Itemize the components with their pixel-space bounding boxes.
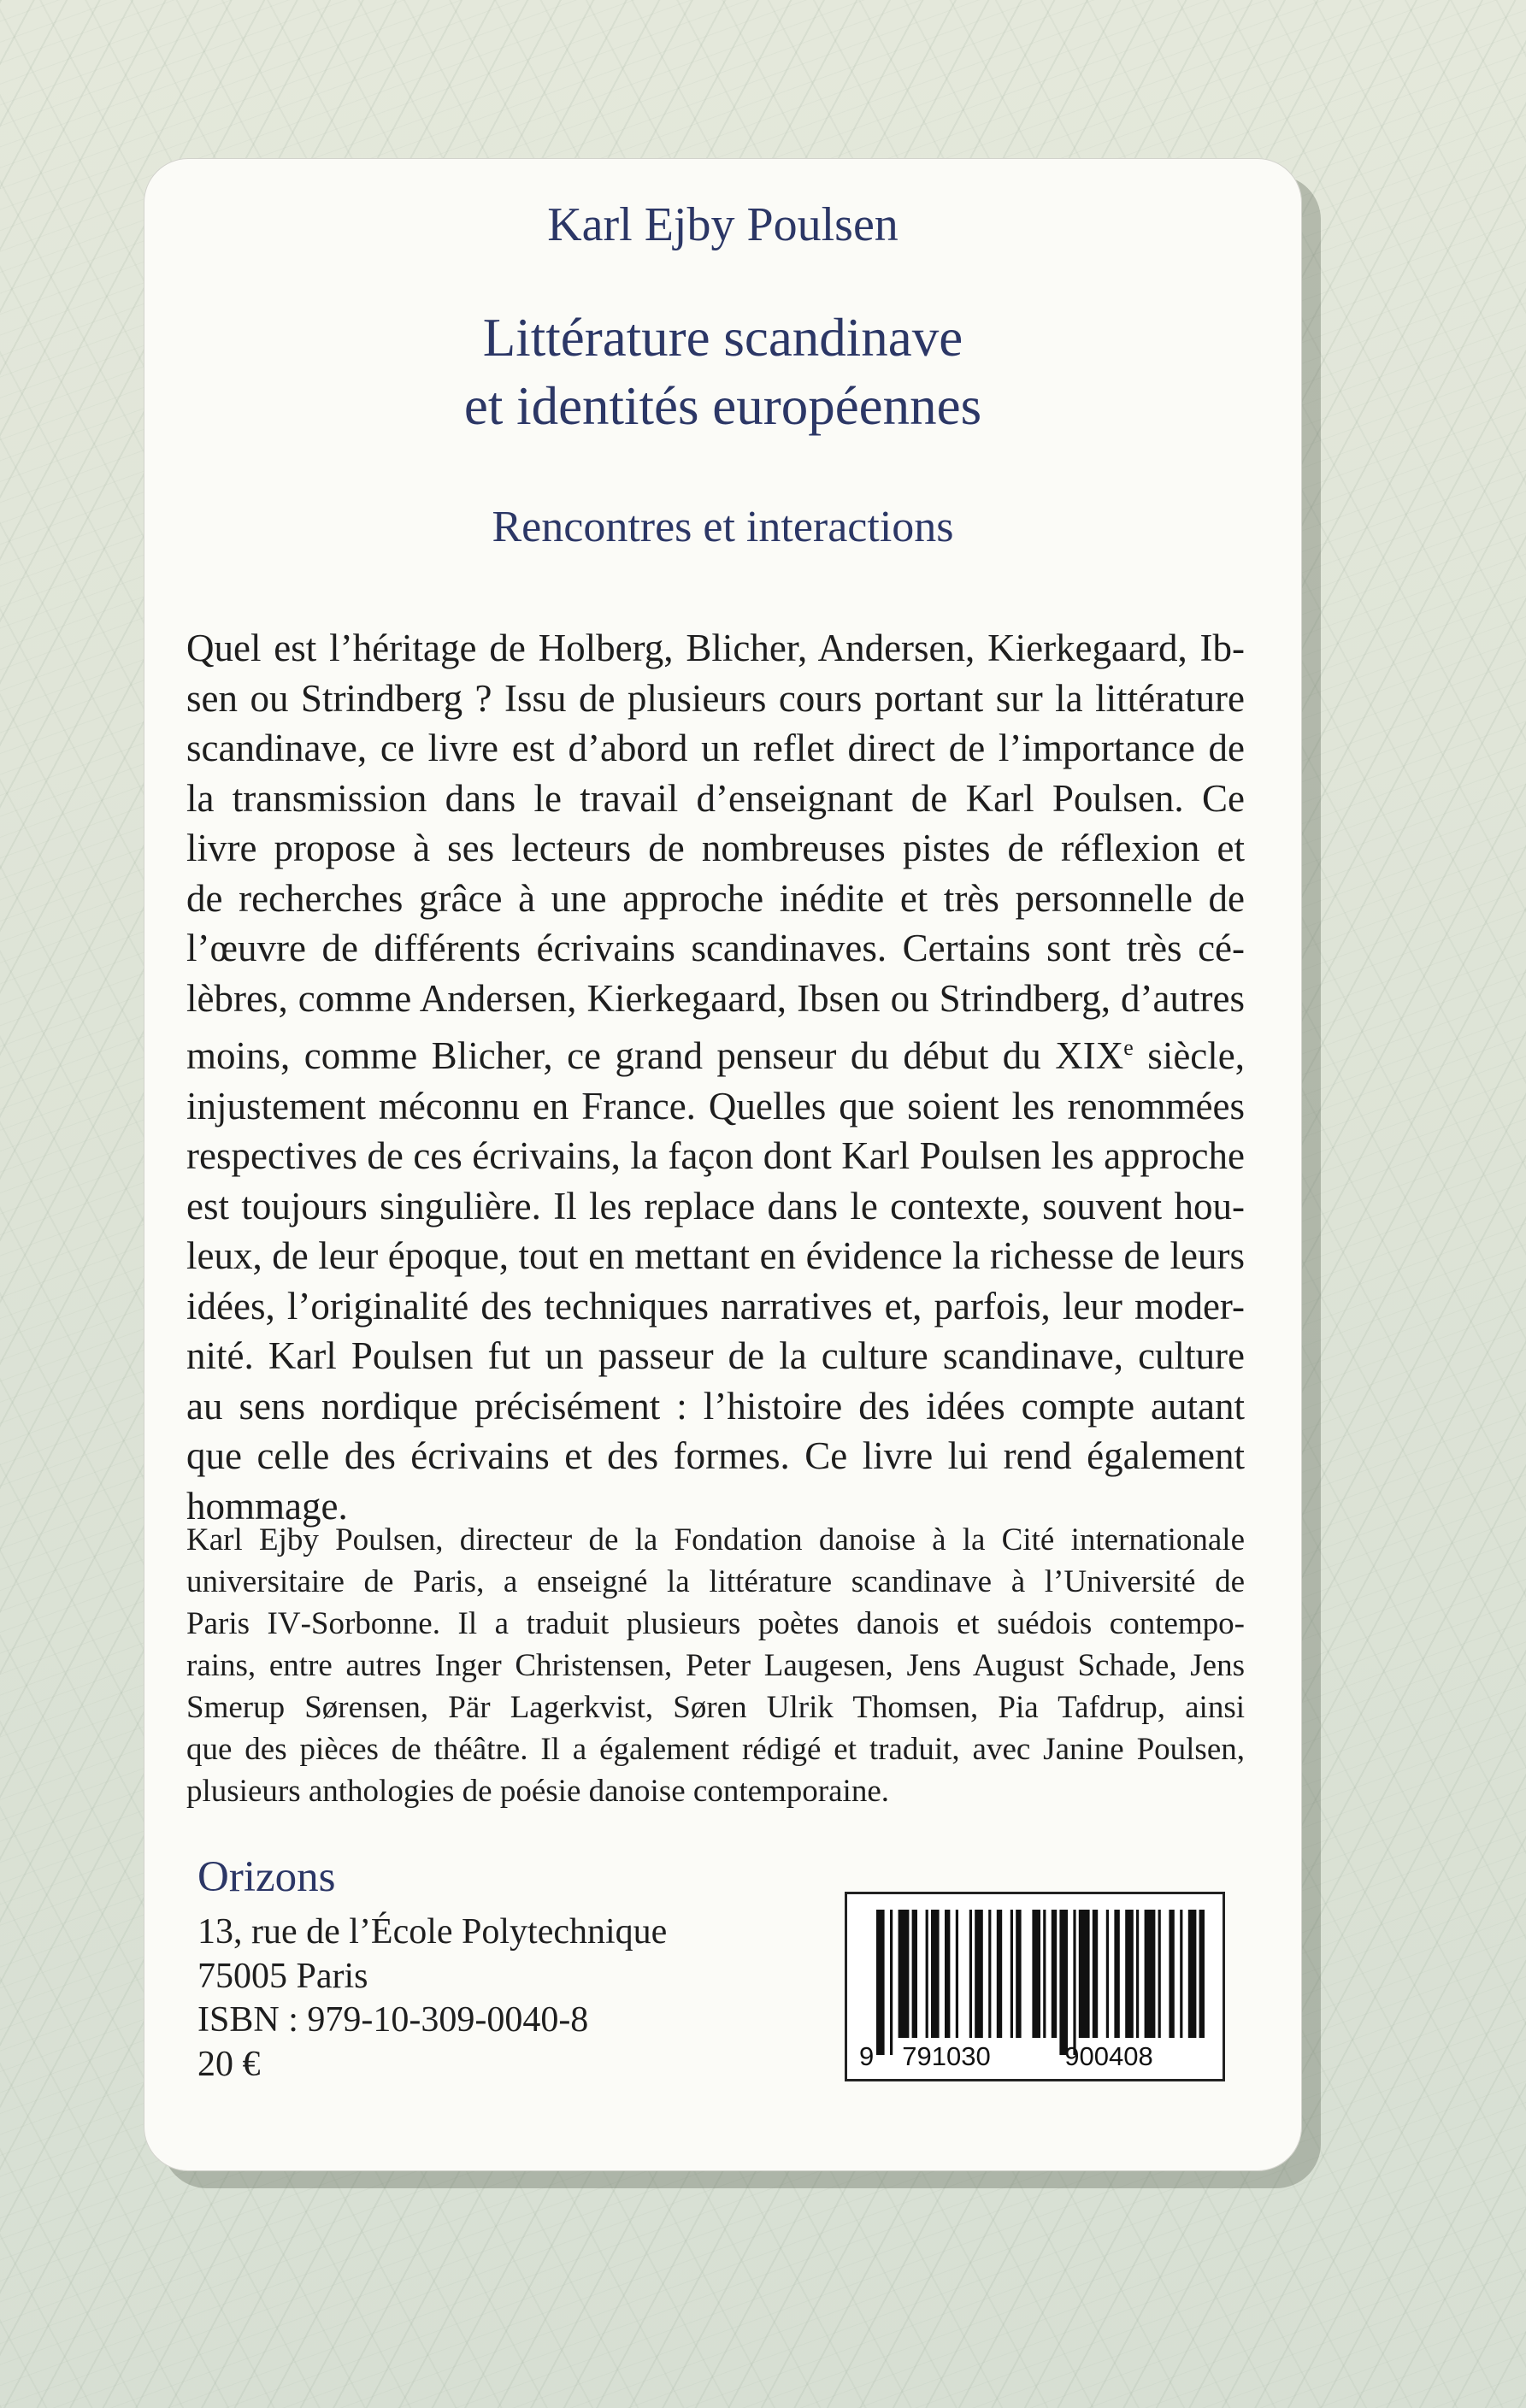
street-address: 13, rue de l’École Polytechnique: [197, 1912, 668, 1952]
barcode-digits-right: 900408: [1064, 2041, 1153, 2071]
barcode-bar: [1010, 1910, 1013, 2038]
bio-line: que des pièces de théâtre. Il a également rédigé et traduit, avec Janine Poulsen,: [186, 1732, 1245, 1767]
barcode-bar: [876, 1910, 885, 2055]
barcode-bar: [912, 1910, 917, 2038]
barcode-bar: [1043, 1910, 1046, 2038]
barcode-bar: [1199, 1910, 1205, 2038]
blurb-line: l’œuvre de différents écrivains scandinaves. Certains sont très cé-: [186, 927, 1245, 969]
barcode-bar: [1125, 1910, 1134, 2038]
blurb-line: livre propose à ses lecteurs de nombreuses pistes de réflexion et: [186, 827, 1245, 869]
blurb-line: Quel est l’héritage de Holberg, Blicher, Andersen, Kierkegaard, Ib-: [186, 627, 1245, 669]
barcode-bar: [1188, 1910, 1197, 2038]
barcode-bar: [931, 1910, 940, 2038]
barcode-digits-left: 791030: [902, 2041, 991, 2071]
barcode-bar: [1169, 1910, 1174, 2038]
book-subtitle: Rencontres et interactions: [492, 503, 954, 551]
barcode-bar: [1052, 1910, 1057, 2038]
blurb-line: sen ou Strindberg ? Issu de plusieurs cours portant sur la littérature: [186, 676, 1245, 720]
barcode-bar: [1079, 1910, 1090, 2038]
blurb-line: leux, de leur époque, tout en mettant en évidence la richesse de leurs: [186, 1234, 1245, 1277]
barcode-bar: [1145, 1910, 1156, 2038]
blurb-line: injustement méconnu en France. Quelles que soient les renommées: [186, 1084, 1245, 1127]
back-cover-card: [144, 158, 1302, 2171]
bio-line: Smerup Sørensen, Pär Lagerkvist, Søren Ulrik Thomsen, Pia Tafdrup, ainsi: [186, 1690, 1245, 1725]
century-numeral: XIX: [1055, 1034, 1124, 1077]
bio-line: [186, 1603, 1245, 1645]
roman-numeral: IV: [267, 1606, 301, 1641]
barcode-bars: [876, 1910, 1205, 2055]
barcode-bar: [1158, 1910, 1161, 2038]
blurb-line: la transmission dans le travail d’enseignant de Karl Poulsen. Ce: [186, 776, 1245, 820]
barcode-graphic: [847, 1894, 1223, 2079]
blurb-line: au sens nordique précisément : l’histoire des idées compte autant: [186, 1384, 1245, 1428]
barcode-bar: [1073, 1910, 1075, 2055]
barcode-bar: [1032, 1910, 1040, 2038]
barcode-bar: [926, 1910, 928, 2038]
barcode-bar: [969, 1910, 972, 2038]
barcode-bar: [1136, 1910, 1139, 2038]
author-bio: [186, 1519, 1245, 1812]
barcode-bar: [956, 1910, 958, 2038]
blurb-line: de recherches grâce à une approche inédite et très personnelle de: [186, 876, 1245, 920]
barcode-bar: [975, 1910, 983, 2038]
barcode-bar: [1180, 1910, 1182, 2038]
barcode-bar: [1016, 1910, 1021, 2038]
blurb-text: siècle,: [1133, 1034, 1245, 1077]
isbn-text: ISBN : 979-10-309-0040-8: [197, 2000, 589, 2040]
barcode-bar: [899, 1910, 910, 2038]
barcode: [845, 1892, 1225, 2081]
barcode-digit-first: 9: [859, 2041, 875, 2071]
barcode-bar: [1093, 1910, 1098, 2038]
blurb-line: respectives de ces écrivains, la façon dont Karl Poulsen les approche: [186, 1134, 1245, 1177]
barcode-bar: [890, 1910, 893, 2055]
barcode-bar: [945, 1910, 950, 2038]
bio-line: plusieurs anthologies de poésie danoise contemporaine.: [186, 1774, 890, 1809]
publisher-address: [197, 1911, 667, 2087]
city-address: 75005 Paris: [197, 1956, 368, 1996]
barcode-bar: [988, 1910, 991, 2038]
blurb-line: [186, 1023, 1245, 1081]
bio-text: -Sorbonne. Il a traduit plusieurs poètes danois et suédois contempo-: [300, 1606, 1245, 1641]
blurb-line: lèbres, comme Andersen, Kierkegaard, Ibsen ou Strindberg, d’autres: [186, 976, 1245, 1020]
barcode-bar: [1059, 1910, 1068, 2055]
book-title: [144, 303, 1302, 440]
blurb-line: nité. Karl Poulsen fut un passeur de la culture scandinave, culture: [186, 1334, 1245, 1377]
barcode-bar: [1106, 1910, 1109, 2038]
century-suffix: e: [1123, 1035, 1134, 1060]
blurb-line: que celle des écrivains et des formes. Ce livre lui rend également: [186, 1434, 1245, 1477]
author-name: Karl Ejby Poulsen: [547, 198, 899, 251]
publisher-name: Orizons: [197, 1853, 336, 1901]
barcode-bar: [1114, 1910, 1119, 2038]
blurb-paragraph: [186, 623, 1245, 1531]
blurb-text: moins, comme Blicher, ce grand penseur du début du: [186, 1034, 1056, 1077]
barcode-bar: [997, 1910, 1002, 2038]
blurb-line: idées, l’originalité des techniques narratives et, parfois, leur moder-: [186, 1284, 1245, 1328]
blurb-line: est toujours singulière. Il les replace dans le contexte, souvent hou-: [186, 1184, 1245, 1228]
book-title-line-2: et identités européennes: [463, 376, 982, 436]
bio-line: universitaire de Paris, a enseigné la littérature scandinave à l’Université de: [186, 1564, 1245, 1599]
bio-line: rains, entre autres Inger Christensen, Peter Laugesen, Jens August Schade, Jens: [186, 1648, 1245, 1683]
bio-line: Karl Ejby Poulsen, directeur de la Fondation danoise à la Cité internationale: [186, 1522, 1245, 1557]
bio-text: Paris: [186, 1606, 268, 1641]
blurb-line: hommage.: [186, 1484, 348, 1528]
price-text: 20 €: [197, 2044, 261, 2084]
book-title-line-1: Littérature scandinave: [482, 308, 963, 368]
blurb-line: scandinave, ce livre est d’abord un reflet direct de l’importance de: [186, 727, 1245, 769]
